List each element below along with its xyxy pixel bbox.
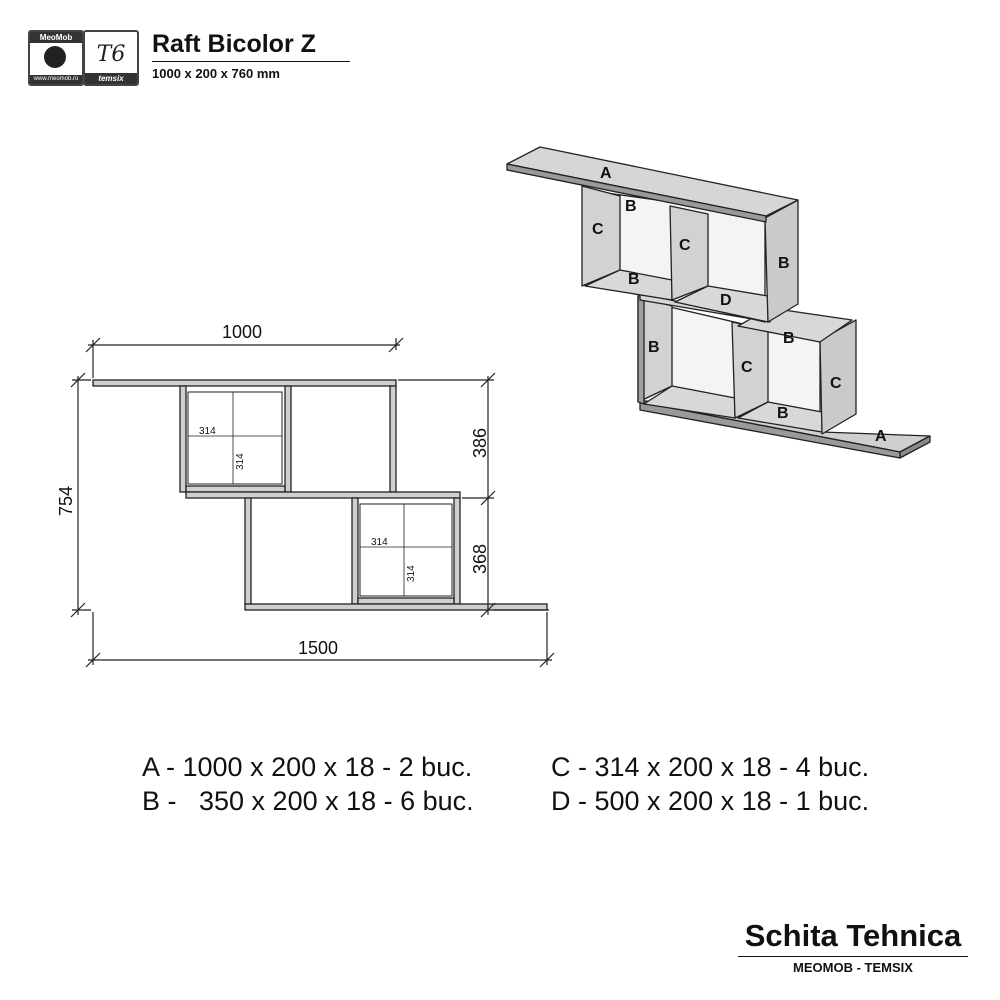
iso-label-b-upper-right: B <box>778 255 790 272</box>
total-height-label: 754 <box>56 485 76 516</box>
front-lower-left-side <box>245 498 251 604</box>
temsix-logo-name: temsix <box>85 73 137 84</box>
front-bottom-shelf <box>245 604 547 610</box>
iso-label-c-lower-mid: C <box>741 359 753 376</box>
parts-list-left <box>142 750 474 818</box>
lower-cell-height-label: 314 <box>406 565 417 582</box>
iso-label-c-upper-left: C <box>592 221 604 238</box>
upper-cell-width-label: 314 <box>199 426 216 437</box>
page-subtitle: 1000 x 200 x 760 mm <box>152 66 280 81</box>
front-upper-bottom <box>186 486 285 492</box>
upper-cell-height-label: 314 <box>235 453 246 470</box>
iso-label-a-bottom: A <box>875 428 887 445</box>
part-d-line: D - 500 x 200 x 18 - 1 buc. <box>551 786 870 816</box>
meomob-logo-url: www.meomob.ro <box>30 75 82 84</box>
top-width-label: 1000 <box>222 322 263 342</box>
iso-view <box>507 147 930 458</box>
footer-title: Schita Tehnica <box>744 918 962 953</box>
dimension-lines <box>71 338 554 667</box>
part-a-line: A - 1000 x 200 x 18 - 2 buc. <box>142 752 473 782</box>
front-upper-right-side <box>390 386 396 492</box>
meomob-logo-name: MeoMob <box>30 32 82 43</box>
front-view <box>93 380 547 610</box>
front-lower-middle-side <box>352 498 358 604</box>
footer-subtitle: MEOMOB - TEMSIX <box>793 960 913 975</box>
footer-divider <box>738 956 968 957</box>
front-upper-left-side <box>180 386 186 492</box>
iso-label-a-top: A <box>600 165 612 182</box>
iso-label-c-upper-mid: C <box>679 237 691 254</box>
lower-height-label: 368 <box>470 543 490 574</box>
total-width-label: 1500 <box>298 638 339 658</box>
iso-lower-left-panel-front <box>638 294 644 404</box>
iso-label-b-upper-floor: B <box>628 271 640 288</box>
parts-list-right <box>551 750 869 818</box>
front-top-shelf <box>93 380 396 386</box>
part-b-line: B - 350 x 200 x 18 - 6 buc. <box>142 786 474 816</box>
iso-label-b-lower-top: B <box>783 330 795 347</box>
upper-height-label: 386 <box>470 427 490 458</box>
part-c-line: C - 314 x 200 x 18 - 4 buc. <box>551 752 870 782</box>
iso-label-b-lower-left: B <box>648 339 660 356</box>
lower-cell-width-label: 314 <box>371 537 388 548</box>
front-upper-middle-side <box>285 386 291 492</box>
page-title: Raft Bicolor Z <box>152 30 316 58</box>
front-lower-inner-bottom <box>358 598 454 604</box>
iso-label-b-upper-top: B <box>625 198 637 215</box>
front-middle-shelf <box>186 492 460 498</box>
iso-label-c-lower-right: C <box>830 375 842 392</box>
temsix-logo-mark: T6 <box>96 42 126 67</box>
iso-label-d-middle: D <box>720 292 732 309</box>
front-lower-right-side <box>454 498 460 604</box>
iso-label-b-lower-floor: B <box>777 405 789 422</box>
